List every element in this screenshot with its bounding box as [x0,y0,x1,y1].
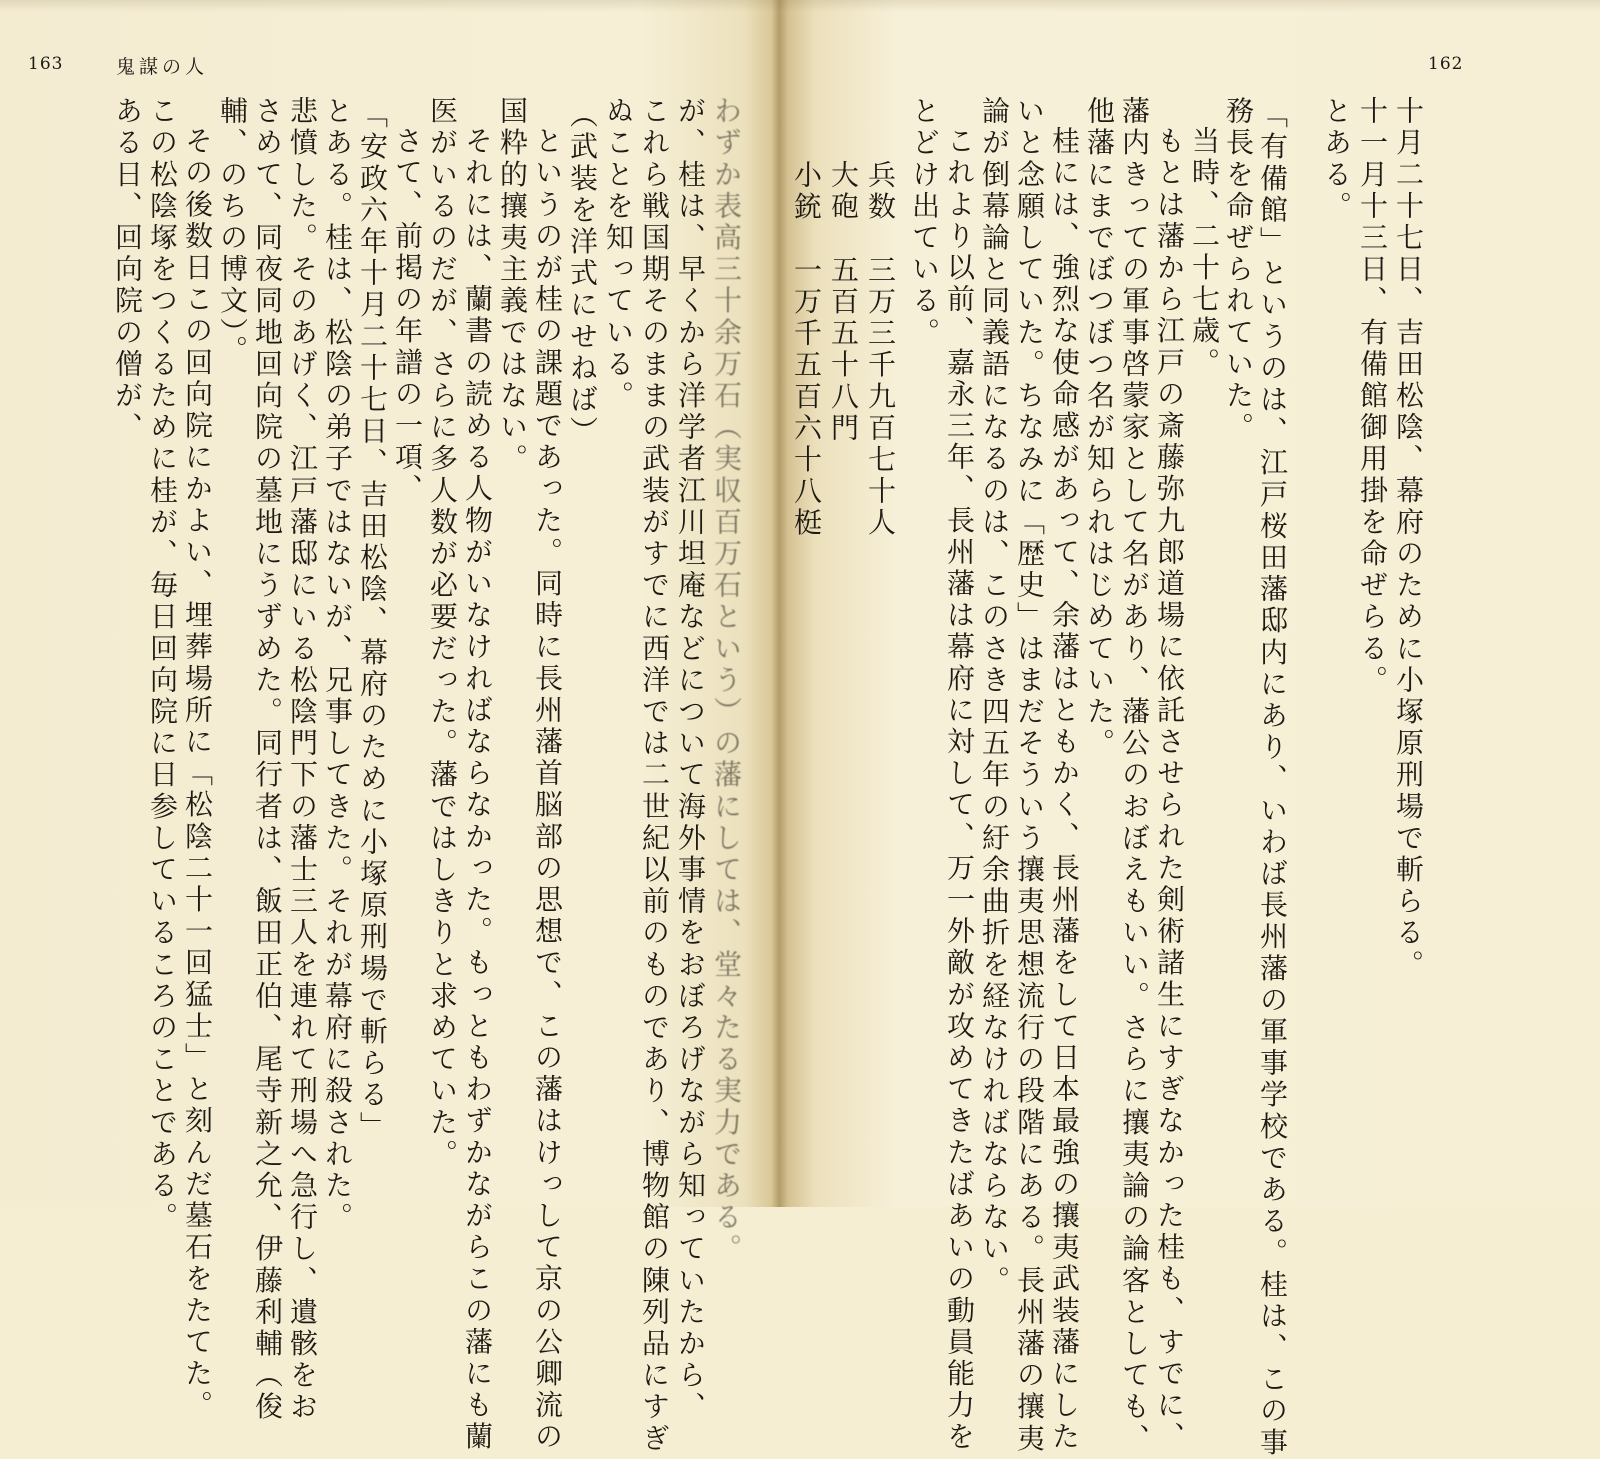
text-column: もとは藩から江戸の斎藤弥九郎道場に依託させられた剣術諸生にすぎなかった桂も、すでに、 [1153,126,1186,1454]
text-column: 「有備館」というのは、江戸桜田藩邸内にあり、いわば長州藩の軍事学校である。桂は、この事 [1256,100,1289,1459]
text-column: ぬことを知っている。 [602,96,635,412]
text-column: 大砲 五百五十八門 [827,160,860,445]
text-column: わずか表高三十余万石（実収百万石という）の藩にしては、堂々たる実力である。 [710,96,743,1266]
text-column: 国粋的攘夷主義ではない。 [496,96,529,476]
text-column: 十月二十七日、吉田松陰、幕府のために小塚原刑場で斬らる。 [1392,96,1425,981]
text-column: 桂には、強烈な使命感があって、余藩はともかく、長州藩をして日本最強の攘夷武装藩にした [1048,126,1081,1454]
text-column: とある。桂は、松陰の弟子ではないが、兄事してきた。それが幕府に殺された。 [321,96,354,1234]
text-column: さて、前掲の年譜の一項、 [391,126,424,506]
text-column: いと念願していた。ちなみに「歴史」はまだそういう攘夷思想流行の段階にある。長州藩の攘夷 [1013,96,1046,1455]
text-column: （武装を洋式にせねば） [566,100,599,448]
text-column: これより以前、嘉永三年、長州藩は幕府に対して、万一外敵が攻めてきたばあいの動員能力を [943,126,976,1454]
text-column: 論が倒幕論と同義語になるのは、このさき四五年の紆余曲折を経なければならない。 [978,96,1011,1297]
text-column: ある日、回向院の僧が、 [111,96,144,444]
text-column: 兵数 三万三千九百七十人 [864,160,897,540]
text-column: これら戦国期そのままの武装がすでに西洋では二世紀以前のものであり、博物館の陳列品にすぎ [638,96,671,1455]
text-column: 小銃 一万千五百六十八梃 [790,160,823,540]
text-column: 悲憤した。そのあげく、江戸藩邸にいる松陰門下の藩士三人を連れて刑場へ急行し、遺骸をお [286,96,319,1424]
text-column: 藩内きっての軍事啓蒙家として名があり、藩公のおぼえもいい。さらに攘夷論の論客としても、 [1118,96,1151,1455]
running-head: 鬼謀の人 [116,56,209,78]
text-column: が、桂は、早くから洋学者江川坦庵などについて海外事情をおぼろげながら知っていたから、 [674,96,707,1424]
page-number-right: 162 [1428,54,1464,74]
text-column: とある。 [1320,96,1353,223]
text-column: 務長を命ぜられていた。 [1222,96,1255,444]
text-column: というのが桂の課題であった。同時に長州藩首脳部の思想で、この藩はけっして京の公卿流の [531,126,564,1454]
page-number-left: 163 [28,54,64,74]
text-column: それには、蘭書の読める人物がいなければならなかった。もっともわずかながらこの藩にも蘭 [461,126,494,1454]
text-column: 輔、のちの博文）。 [216,96,249,367]
text-column: 医がいるのだが、さらに多人数が必要だった。藩ではしきりと求めていた。 [426,96,459,1171]
text-column: 当時、二十七歳。 [1188,126,1221,379]
text-column: とどけ出ている。 [908,96,941,349]
text-column: 他藩にまでぼつぼつ名が知られはじめていた。 [1083,96,1116,760]
text-column: 十一月十三日、有備館御用掛を命ぜらる。 [1356,96,1389,697]
text-column: さめて、同夜同地回向院の墓地にうずめた。同行者は、飯田正伯、尾寺新之允、伊藤利輔（俊 [251,96,284,1424]
text-column: この松陰塚をつくるために桂が、毎日回向院に日参しているころのことである。 [146,96,179,1234]
page-shadow [0,0,1600,12]
text-column: その後数日この回向院にかよい、埋葬場所に「松陰二十一回猛士」と刻んだ墓石をたてた。 [181,126,214,1422]
text-column: 「安政六年十月二十七日、吉田松陰、幕府のために小塚原刑場で斬らる」 [356,100,389,1143]
